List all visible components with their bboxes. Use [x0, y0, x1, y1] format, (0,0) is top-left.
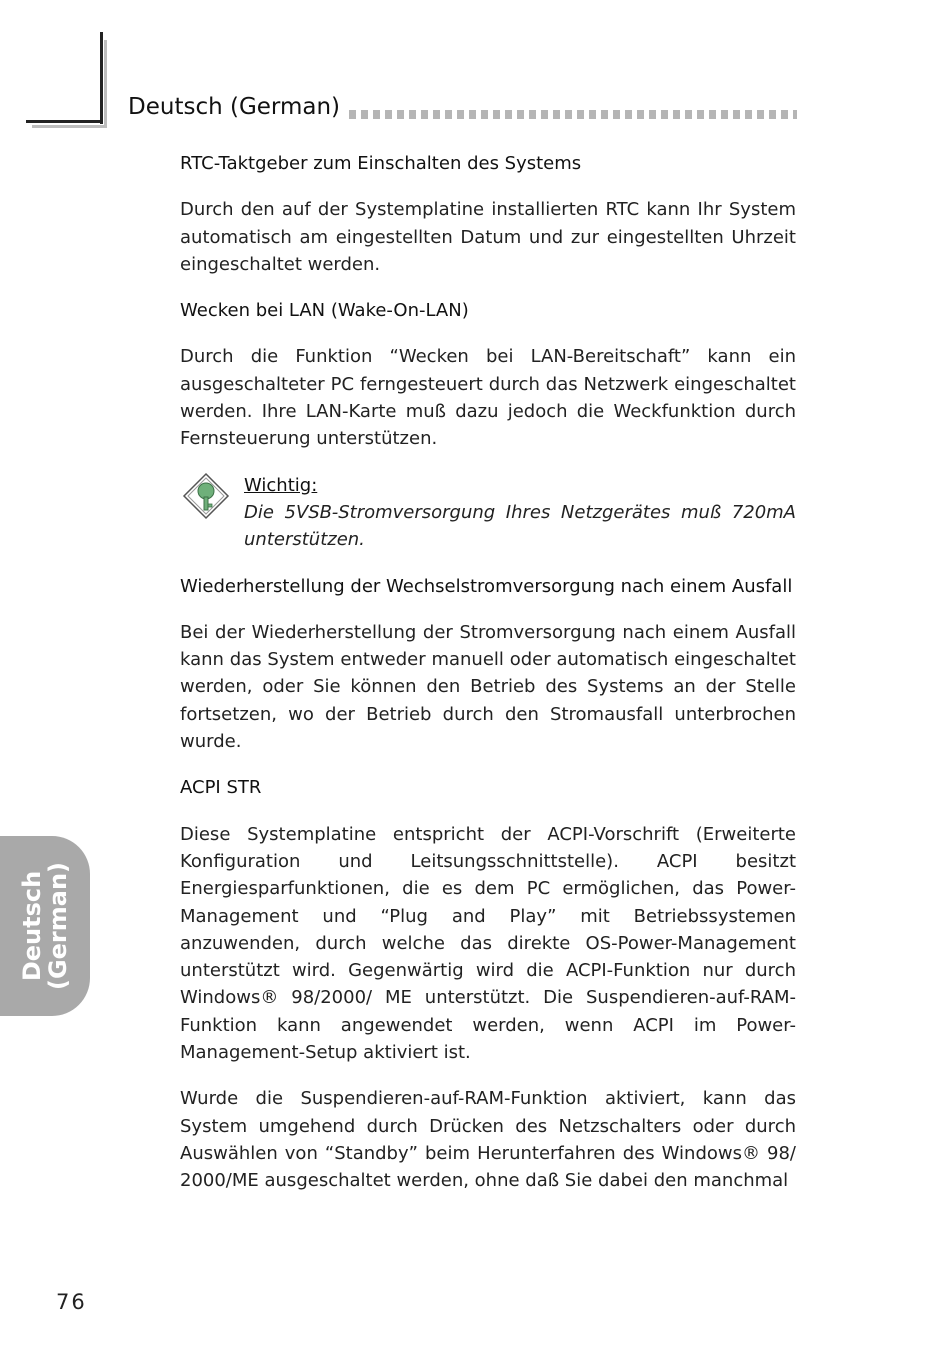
- note-title: Wichtig:: [244, 474, 318, 496]
- corner-mark-vertical-shadow: [104, 40, 107, 128]
- corner-mark-horizontal-shadow: [32, 125, 107, 128]
- section-heading-acpi: ACPI STR: [180, 777, 262, 799]
- page-content: [180, 150, 796, 1214]
- key-diamond-icon: [182, 472, 230, 520]
- corner-mark-horizontal: [26, 120, 103, 123]
- paragraph-rtc: Durch den auf der Systemplatine installierten RTC kann Ihr System automatisch am eingestellten Datum und zur eingestellten Uhrzeit eingeschaltet werden.: [180, 199, 796, 275]
- important-note: [180, 472, 796, 554]
- section-heading-power-recovery: Wiederherstellung der Wechselstromversorgung nach einem Ausfall: [180, 575, 793, 597]
- section-heading-wol: Wecken bei LAN (Wake-On-LAN): [180, 300, 469, 322]
- header-dotted-rule: [349, 110, 797, 119]
- side-tab-line2: (German): [44, 861, 72, 991]
- paragraph-acpi: Diese Systemplatine entspricht der ACPI-Vorschrift (Erweiterte Konfiguration und Leitsungsschnittstelle). ACPI besitzt Energiesparfunktionen, die es dem PC ermöglichen, das Power-Management und “Plug and Play” mit Betriebssystemen anzuwenden, durch welche das direkte OS-Power-Management unterstützt wird. Gegenwärtig wird die ACPI-Funktion nur durch Windows® 98/2000/ ME unterstützt. Die Suspendieren-auf-RAM-Funktion kann angewendet werden, wenn ACPI im Power-Management-Setup aktiviert ist.: [180, 823, 796, 1064]
- side-tab-label: [19, 862, 71, 990]
- page-number: 76: [56, 1290, 87, 1314]
- paragraph-power-recovery: Bei der Wiederherstellung der Stromversorgung nach einem Ausfall kann das System entweder manuell oder automatisch eingeschaltet werden, oder Sie können den Betrieb des Systems an der Stelle fortsetzen, wo der Betrieb durch den Stromausfall unterbrochen wurde.: [180, 621, 796, 753]
- corner-mark-vertical: [100, 32, 103, 124]
- side-tab-line1: Deutsch: [18, 870, 46, 982]
- paragraph-str: Wurde die Suspendieren-auf-RAM-Funktion aktiviert, kann das System umgehend durch Drücken des Netzschalters oder durch Auswählen von “Standby” beim Herunterfahren des Windows® 98/ 2000/ME ausgeschaltet werden, ohne daß Sie dabei den manchmal: [180, 1088, 796, 1192]
- section-heading-rtc: RTC-Taktgeber zum Einschalten des Systems: [180, 153, 582, 174]
- page-header-title: Deutsch (German): [128, 94, 341, 120]
- note-text: Die 5VSB-Stromversorgung Ihres Netzgerätes muß 720mA unterstützen.: [244, 501, 796, 551]
- paragraph-wol: Durch die Funktion “Wecken bei LAN-Bereitschaft” kann ein ausgeschalteter PC ferngesteuert durch das Netzwerk eingeschaltet werden. Ihre LAN-Karte muß dazu jedoch die Weckfunktion durch Fernsteuerung unterstützen.: [180, 346, 796, 450]
- language-side-tab: [0, 836, 90, 1016]
